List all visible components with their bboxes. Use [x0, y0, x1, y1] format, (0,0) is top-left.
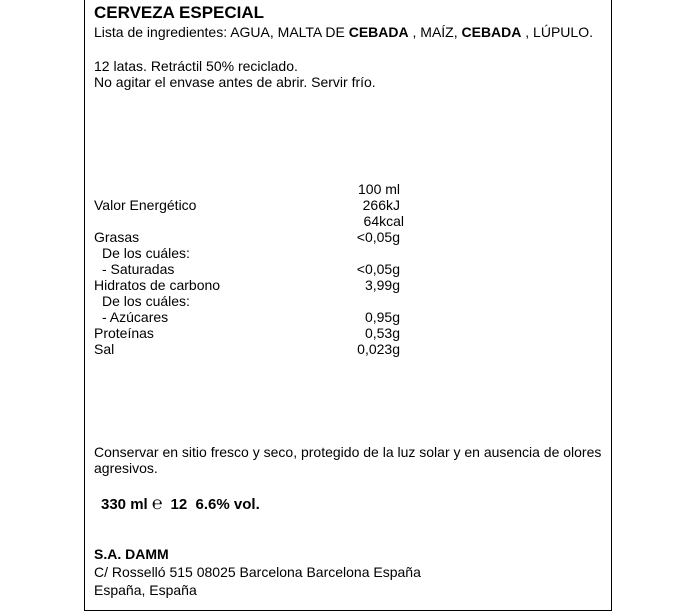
nutrition-row — [94, 197, 494, 213]
nutrition-value: 64kcal — [363, 213, 404, 229]
nutrition-label: Proteínas — [94, 325, 154, 341]
nutrition-table — [94, 181, 494, 361]
instructions: No agitar el envase antes de abrir. Servir frío. — [94, 74, 376, 90]
nutrition-value: <0,05g — [356, 229, 400, 245]
storage-line-2: agresivos. — [94, 460, 158, 476]
company-name: S.A. DAMM — [94, 546, 169, 562]
ingredients-part: , MAÍZ, — [408, 24, 462, 40]
nutrition-row — [94, 341, 494, 357]
nutrition-value: 0,023g — [357, 341, 400, 357]
nutrition-value: 266kJ — [362, 197, 400, 213]
estimated-sign-icon: ℮ — [151, 493, 163, 513]
company-country: España, España — [94, 582, 197, 598]
nutrition-label: De los cuáles: — [102, 245, 190, 261]
product-name: CERVEZA ESPECIAL — [94, 3, 265, 22]
unit-count: 12 — [170, 496, 188, 513]
nutrition-row — [94, 293, 494, 309]
nutrition-label: Hidratos de carbono — [94, 277, 221, 293]
net-quantity: 330 ml — [101, 496, 148, 513]
nutrition-header: 100 ml — [358, 181, 401, 197]
nutrition-label: De los cuáles: — [102, 293, 190, 309]
nutrition-row — [94, 229, 494, 245]
nutrition-value: <0,05g — [356, 261, 400, 277]
nutrition-row — [94, 213, 494, 229]
ingredients-part: Lista de ingredientes: AGUA, MALTA DE — [94, 24, 349, 40]
nutrition-row — [94, 325, 494, 341]
nutrition-value: 3,99g — [364, 277, 400, 293]
volume-line — [101, 495, 260, 513]
nutrition-row — [94, 261, 494, 277]
nutrition-label: - Azúcares — [102, 309, 169, 325]
nutrition-label: - Saturadas — [102, 261, 175, 277]
nutrition-value: 0,95g — [364, 309, 400, 325]
nutrition-label: Sal — [94, 341, 115, 357]
allergen-cebada: CEBADA — [348, 24, 409, 40]
pack-info: 12 latas. Retráctil 50% reciclado. — [94, 58, 298, 74]
nutrition-value: 0,53g — [364, 325, 400, 341]
nutrition-row — [94, 245, 494, 261]
ingredients-list — [94, 24, 593, 40]
nutrition-row — [94, 309, 494, 325]
alcohol-content: 6.6% vol. — [195, 496, 260, 513]
storage-line-1: Conservar en sitio fresco y seco, protegido de la luz solar y en ausencia de olores — [94, 444, 602, 460]
nutrition-label: Valor Energético — [94, 197, 197, 213]
ingredients-part: , LÚPULO. — [521, 24, 593, 40]
company-address: C/ Rosselló 515 08025 Barcelona Barcelona España — [94, 564, 421, 580]
allergen-cebada: CEBADA — [461, 24, 522, 40]
nutrition-row — [94, 277, 494, 293]
nutrition-label: Grasas — [94, 229, 140, 245]
